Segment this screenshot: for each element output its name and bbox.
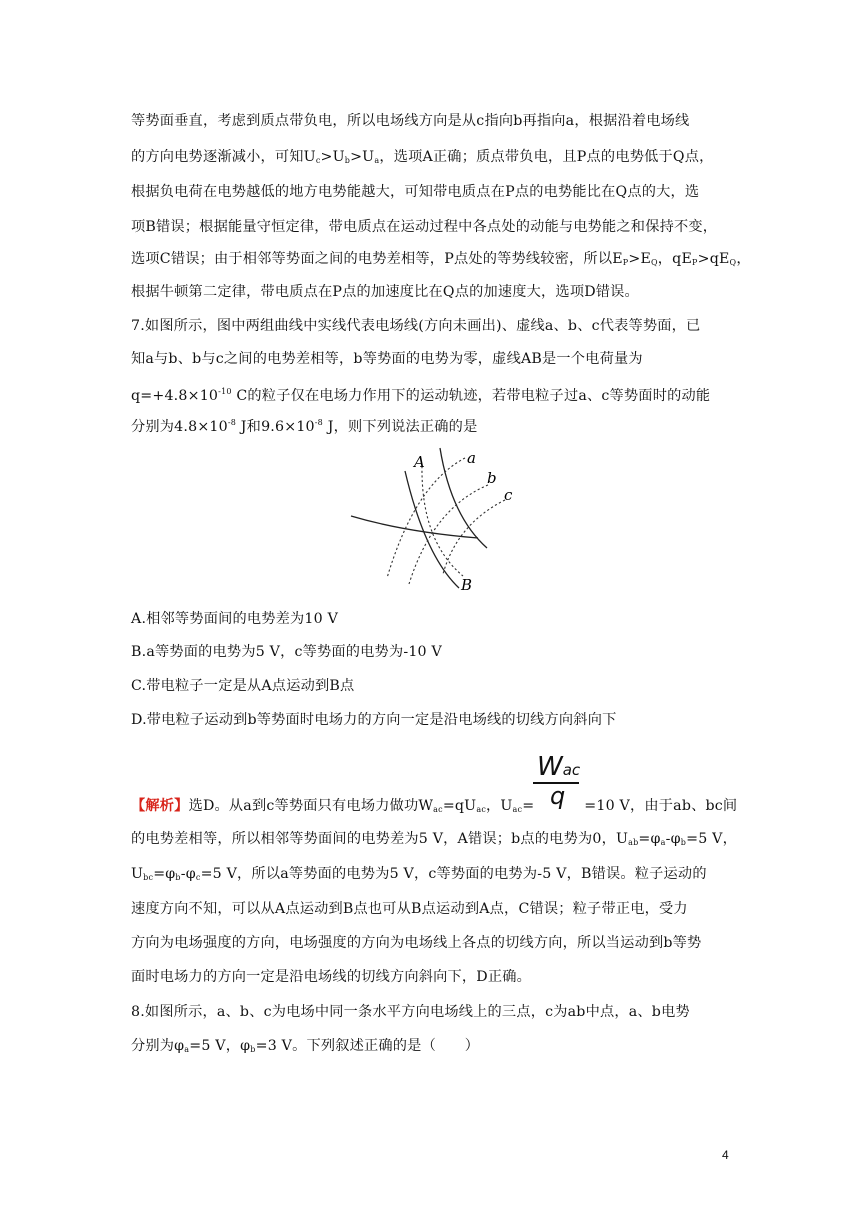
subscript: a — [660, 838, 666, 847]
text: =10 V，由于ab、bc间 — [584, 798, 738, 814]
text: =φ — [153, 866, 176, 882]
text: B.a等势面的电势为5 V，c等势面的电势为-10 V — [131, 644, 442, 660]
text: =5 V，所以a等势面的电势为5 V，c等势面的电势为-5 V，B错误。粒子运动的 — [200, 866, 707, 882]
question-7-line-1 — [131, 316, 731, 336]
subscript: ac — [476, 805, 486, 814]
text: ，选项A正确；质点带负电，且P点的电势低于Q点， — [379, 149, 714, 165]
option-d — [131, 710, 731, 730]
subscript: a — [184, 1045, 190, 1054]
field-lines-figure — [345, 446, 525, 594]
text: 等势面垂直，考虑到质点带负电，所以电场线方向是从c指向b再指向a，根据沿着电场线 — [131, 113, 690, 129]
text: 根据负电荷在电势越低的地方电势能越大，可知带电质点在P点的电势能比在Q点的大，选 — [131, 184, 700, 200]
text: 方向为电场强度的方向，电场强度的方向为电场线上各点的切线方向，所以当运动到b等势 — [131, 935, 702, 951]
text: -φ — [665, 831, 681, 847]
fraction-denominator: q — [550, 782, 566, 810]
text: >U — [320, 149, 345, 165]
label-b: b — [487, 469, 497, 487]
equipotential-a — [387, 458, 465, 578]
superscript: -10 — [218, 387, 232, 396]
prev-solution-line-5 — [131, 249, 751, 273]
text: D.带电粒子运动到b等势面时电场力的方向一定是沿电场线的切线方向斜向下 — [131, 712, 617, 728]
text: ，U — [486, 798, 513, 814]
text: 面时电场力的方向一定是沿电场线的切线方向斜向下，D正确。 — [131, 969, 532, 985]
subscript: bc — [143, 873, 154, 882]
text: W — [537, 752, 563, 782]
text: J，则下列说法正确的是 — [322, 419, 478, 435]
label-A: A — [414, 453, 425, 471]
text: =φ — [638, 831, 661, 847]
analysis-line-6 — [131, 967, 731, 987]
text: 选项C错误；由于相邻等势面之间的电势差相等，P点处的等势线较密，所以E — [131, 251, 623, 267]
text: =qU — [442, 798, 477, 814]
text: =3 V。下列叙述正确的是（ ） — [255, 1038, 480, 1054]
subscript: ab — [628, 838, 639, 847]
subscript: b — [250, 1045, 256, 1054]
superscript: -8 — [227, 418, 237, 427]
fraction-numerator — [537, 752, 580, 782]
text: U — [131, 866, 144, 882]
text: = — [522, 798, 535, 814]
field-line-3 — [351, 516, 478, 538]
question-7-line-2 — [131, 349, 731, 369]
text: 的方向电势逐渐减小，可知U — [131, 149, 316, 165]
analysis-line-1 — [131, 796, 738, 820]
text: 分别为φ — [131, 1038, 185, 1054]
text: 根据牛顿第二定律，带电质点在P点的加速度比在Q点的加速度大，选项D错误。 — [131, 284, 639, 300]
text: =5 V，φ — [189, 1038, 251, 1054]
text: 知a与b、b与c之间的电势差相等，b等势面的电势为零，虚线AB是一个电荷量为 — [131, 351, 643, 367]
text: q=+4.8×10 — [131, 388, 219, 404]
field-line-1 — [440, 448, 487, 548]
page-number: 4 — [722, 1148, 729, 1162]
text: C的粒子仅在电场力作用下的运动轨迹，若带电粒子过a、c等势面时的动能 — [231, 388, 711, 404]
subscript: ac — [512, 805, 523, 814]
analysis-tag: 【解析】 — [131, 798, 189, 814]
prev-solution-line-2 — [131, 147, 731, 171]
text: 选D。从a到c等势面只有电场力做功W — [188, 798, 434, 814]
subscript: P — [692, 258, 698, 267]
subscript: ac — [562, 761, 581, 779]
text: 速度方向不知，可以从A点运动到B点也可从B点运动到A点，C错误；粒子带正电，受力 — [131, 901, 688, 917]
text: ，qE — [657, 251, 693, 267]
text: >qE — [697, 251, 730, 267]
question-7-line-3 — [131, 382, 731, 406]
question-8-line-1 — [131, 1002, 731, 1022]
text: 7.如图所示，图中两组曲线中实线代表电场线(方向未画出)、虚线a、b、c代表等势面，已 — [131, 318, 701, 334]
text: >E — [628, 251, 652, 267]
label-a: a — [467, 449, 476, 467]
prev-solution-line-6 — [131, 282, 731, 302]
subscript: ac — [433, 805, 443, 814]
text: -φ — [180, 866, 196, 882]
text: J和9.6×10 — [236, 419, 315, 435]
text: A.相邻等势面间的电势差为10 V — [131, 611, 339, 627]
analysis-line-5 — [131, 933, 731, 953]
text: 项B错误；根据能量守恒定律，带电质点在运动过程中各点处的动能与电势能之和保持不变， — [131, 219, 718, 235]
text: =5 V， — [686, 831, 737, 847]
subscript: b — [175, 873, 181, 882]
subscript: P — [622, 258, 629, 267]
subscript: b — [344, 156, 351, 165]
subscript: b — [680, 838, 687, 847]
label-c: c — [504, 486, 513, 504]
prev-solution-line-4 — [131, 217, 731, 237]
text: 的电势差相等，所以相邻等势面间的电势差为5 V，A错误；b点的电势为0，U — [131, 831, 629, 847]
superscript: -8 — [314, 418, 323, 427]
subscript: a — [374, 156, 380, 165]
label-B: B — [461, 576, 473, 594]
option-c — [131, 676, 731, 696]
option-b — [131, 642, 731, 662]
analysis-line-3 — [131, 864, 731, 888]
prev-solution-line-1 — [131, 111, 731, 131]
prev-solution-line-3 — [131, 182, 731, 202]
subscript: c — [315, 156, 321, 165]
subscript: Q — [651, 258, 658, 267]
subscript: c — [195, 873, 201, 882]
analysis-line-2 — [131, 829, 737, 853]
text: C.带电粒子一定是从A点运动到B点 — [131, 678, 355, 694]
question-8-line-2 — [131, 1036, 731, 1060]
text: 分别为4.8×10 — [131, 419, 228, 435]
option-a — [131, 609, 731, 629]
subscript: Q — [729, 258, 737, 267]
equipotential-c — [443, 500, 505, 574]
analysis-line-4 — [131, 899, 731, 919]
question-7-line-4 — [131, 413, 731, 437]
text: ， — [736, 251, 751, 267]
text: >U — [350, 149, 375, 165]
text: 8.如图所示，a、b、c为电场中同一条水平方向电场线上的三点，c为ab中点，a、b电势 — [131, 1004, 690, 1020]
trajectory-ab — [422, 466, 463, 576]
